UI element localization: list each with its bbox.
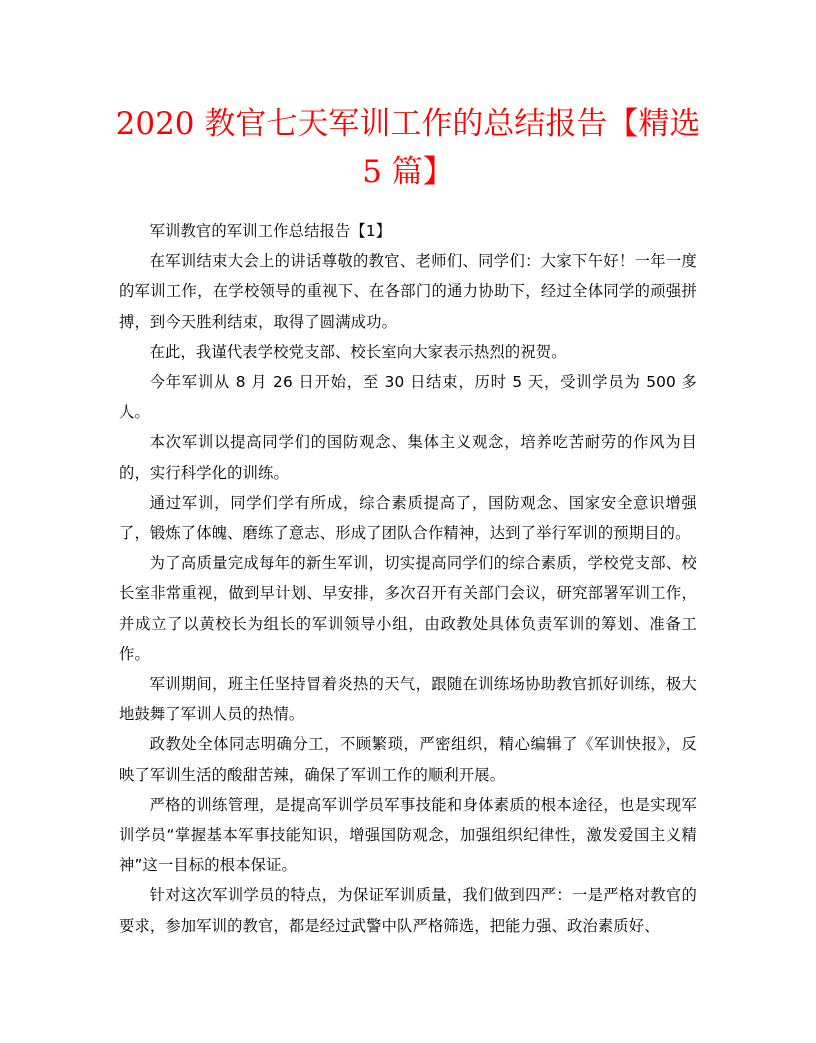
paragraph: 为了高质量完成每年的新生军训，切实提高同学们的综合素质，学校党支部、校长室非常重视，做到早计划、早安排，多次召开有关部门会议，研究部署军训工作，并成立了以黄校长为组长的军训领导小组，由政教处具体负责军训的筹划、准备工作。 [119,554,697,663]
paragraph: 严格的训练管理，是提高军训学员军事技能和身体素质的根本途径，也是实现军训学员“掌握基本军事技能知识，增强国防观念，加强组织纪律性，激发爱国主义精神”这一目标的根本保证。 [119,795,697,875]
paragraph: 在军训结束大会上的讲话尊敬的教官、老师们、同学们：大家下午好！一年一度的军训工作，在学校领导的重视下、在各部门的通力协助下，经过全体同学的顽强拼搏，到今天胜利结束，取得了圆满成功。 [119,252,697,331]
title-line-1: 2020 教官七天军训工作的总结报告【精选 [115,106,701,142]
paragraph: 在此，我谨代表学校党支部、校长室向大家表示热烈的祝贺。 [149,342,567,361]
document-title [110,100,706,196]
section-heading: 军训教官的军训工作总结报告【1】 [149,222,392,240]
paragraph: 政教处全体同志明确分工，不顾繁琐，严密组织，精心编辑了《军训快报》，反映了军训生活的酸甜苦辣，确保了军训工作的顺利开展。 [119,735,697,784]
document-body [119,216,697,941]
title-line-2: 5 篇】 [362,154,454,190]
paragraph: 军训期间，班主任坚持冒着炎热的天气，跟随在训练场协助教官抓好训练，极大地鼓舞了军训人员的热情。 [119,675,697,724]
paragraph: 本次军训以提高同学们的国防观念、集体主义观念，培养吃苦耐劳的作风为目的，实行科学化的训练。 [119,433,697,482]
paragraph: 今年军训从 8 月 26 日开始，至 30 日结束，历时 5 天，受训学员为 500 多人。 [119,373,697,422]
paragraph: 针对这次军训学员的特点，为保证军训质量，我们做到四严：一是严格对教官的要求，参加军训的教官，都是经过武警中队严格筛选，把能力强、政治素质好、 [119,886,697,935]
paragraph: 通过军训，同学们学有所成，综合素质提高了，国防观念、国家安全意识增强了，锻炼了体魄、磨练了意志、形成了团队合作精神，达到了举行军训的预期目的。 [119,493,697,543]
